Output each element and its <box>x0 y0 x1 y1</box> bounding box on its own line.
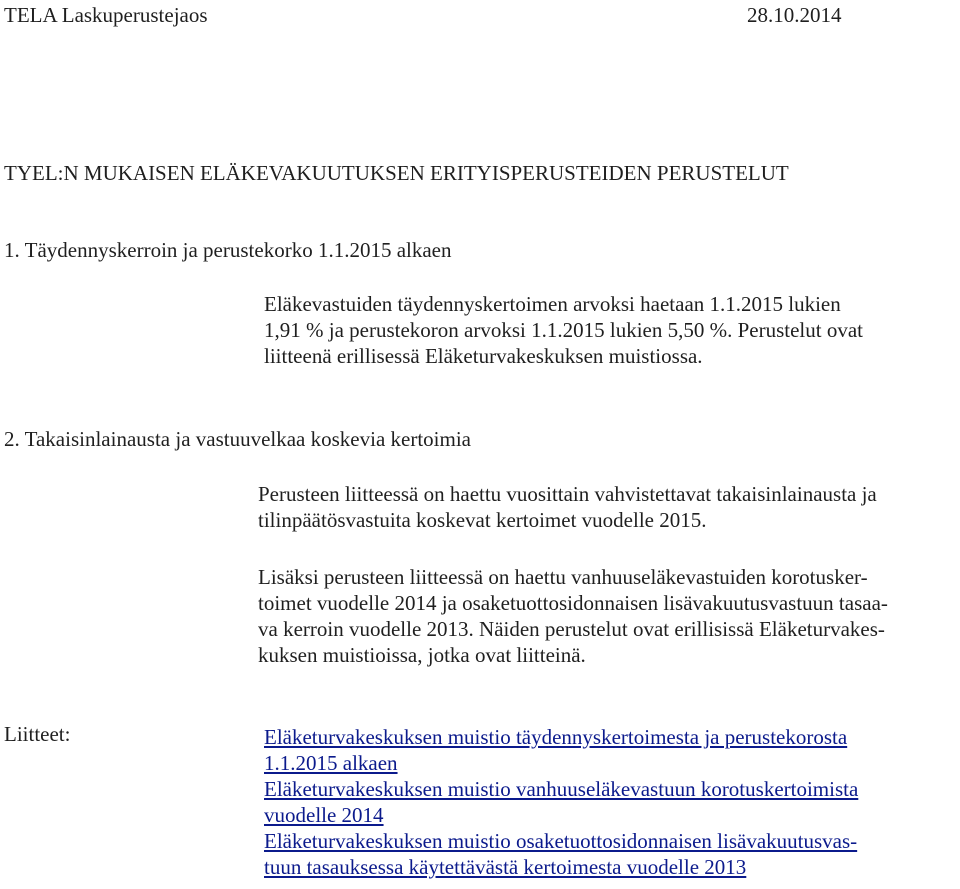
attachments-list <box>264 724 858 880</box>
header-organization: TELA Laskuperustejaos <box>4 3 208 27</box>
header-date: 28.10.2014 <box>747 3 842 27</box>
attachment-link-2[interactable]: vuodelle 2014 <box>264 803 384 827</box>
attachments-label: Liitteet: <box>4 722 71 746</box>
section-2-paragraph-1 <box>258 481 877 533</box>
attachment-link-2[interactable]: Eläketurvakeskuksen muistio vanhuuseläkevastuun korotuskertoimista <box>264 777 859 801</box>
attachment-link-3[interactable]: tuun tasauksessa käytettävästä kertoimesta vuodelle 2013 <box>264 855 747 879</box>
section-1-line: 1,91 % ja perustekoron arvoksi 1.1.2015 lukien 5,50 %. Perustelut ovat <box>264 318 863 342</box>
section-2-line: Lisäksi perusteen liitteessä on haettu vanhuuseläkevastuiden korotusker- <box>258 565 868 589</box>
section-1-body <box>264 291 863 369</box>
attachment-link-1[interactable]: Eläketurvakeskuksen muistio täydennyskertoimesta ja perustekorosta <box>264 725 848 749</box>
attachment-link-3[interactable]: Eläketurvakeskuksen muistio osaketuottosidonnaisen lisävakuutusvas- <box>264 829 858 853</box>
section-1-heading: 1. Täydennyskerroin ja perustekorko 1.1.2015 alkaen <box>4 238 452 262</box>
section-2-line: tilinpäätösvastuita koskevat kertoimet vuodelle 2015. <box>258 508 707 532</box>
document-title: TYEL:N MUKAISEN ELÄKEVAKUUTUKSEN ERITYISPERUSTEIDEN PERUSTELUT <box>4 161 789 185</box>
section-2-line: Perusteen liitteessä on haettu vuosittain vahvistettavat takaisinlainausta ja <box>258 482 877 506</box>
section-1-line: liitteenä erillisessä Eläketurvakeskuksen muistiossa. <box>264 344 703 368</box>
section-2-paragraph-2 <box>258 564 888 668</box>
section-2-heading: 2. Takaisinlainausta ja vastuuvelkaa koskevia kertoimia <box>4 427 472 451</box>
section-2-line: kuksen muistioissa, jotka ovat liitteinä. <box>258 643 586 667</box>
attachment-link-1[interactable]: 1.1.2015 alkaen <box>264 751 398 775</box>
section-2-line: va kerroin vuodelle 2013. Näiden perustelut ovat erillisissä Eläketurvakes- <box>258 617 885 641</box>
section-1-line: Eläkevastuiden täydennyskertoimen arvoksi haetaan 1.1.2015 lukien <box>264 292 841 316</box>
section-2-line: toimet vuodelle 2014 ja osaketuottosidonnaisen lisävakuutusvastuun tasaa- <box>258 591 888 615</box>
